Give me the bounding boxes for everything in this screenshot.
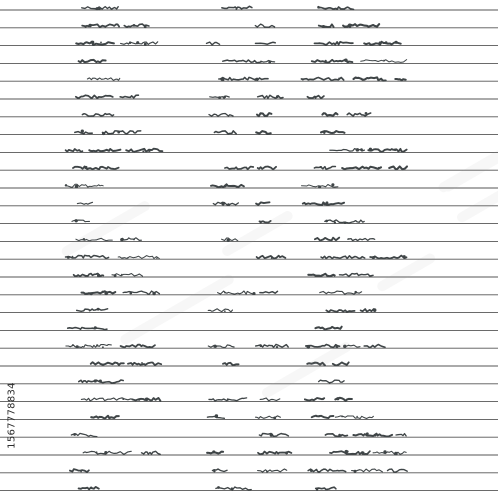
- scribble-dot: [108, 417, 110, 419]
- scribble-dot: [218, 96, 221, 99]
- scribble-stroke: [256, 202, 269, 204]
- scribble-stroke: [255, 24, 274, 27]
- scribble-dot: [345, 450, 349, 454]
- scribble-dot: [129, 42, 131, 44]
- scribble-dot: [276, 95, 279, 98]
- scribble-stroke: [354, 77, 386, 80]
- scribble-stroke: [364, 345, 385, 348]
- scribble-dot: [97, 308, 100, 311]
- scribble-dot: [142, 150, 144, 152]
- scribble-dot: [148, 149, 151, 152]
- scribble-dot: [360, 148, 363, 151]
- scribble-stroke: [319, 380, 345, 383]
- scribble-stroke: [322, 113, 337, 116]
- scribble-stroke: [225, 167, 253, 170]
- scribble-stroke: [259, 434, 288, 437]
- watermark-stroke: [60, 199, 152, 258]
- scribble-dot: [102, 346, 104, 348]
- scribble-dot: [395, 41, 398, 44]
- scribble-stroke: [330, 149, 365, 152]
- scribble-stroke: [66, 149, 83, 152]
- scribble-dot: [145, 398, 149, 402]
- watermark-stroke: [260, 340, 353, 399]
- scribble-dot: [271, 257, 273, 259]
- scribble-stroke: [312, 416, 334, 418]
- scribble-dot: [318, 185, 321, 188]
- scribble-stroke: [256, 42, 276, 44]
- scribble-dot: [302, 79, 304, 81]
- scribble-dot: [353, 434, 355, 436]
- scribble-dot: [327, 489, 328, 490]
- scribble-dot: [323, 202, 326, 205]
- scribble-stroke: [368, 149, 406, 152]
- scribble-stroke: [211, 184, 244, 187]
- scribble-dot: [91, 41, 94, 44]
- scribble-stroke: [216, 487, 251, 490]
- scribble-stroke: [82, 291, 116, 294]
- scribble-stroke: [321, 256, 365, 259]
- scribble-stroke: [223, 363, 239, 366]
- scribble-dot: [120, 238, 124, 242]
- scribble-dot: [252, 292, 255, 295]
- watermark-stroke: [220, 209, 294, 258]
- scribble-dot: [224, 185, 227, 188]
- scribble-dot: [322, 25, 325, 28]
- scribble-dot: [347, 61, 350, 64]
- scribble-stroke: [256, 416, 281, 419]
- scribble-dot: [378, 167, 379, 168]
- scribble-dot: [260, 221, 262, 223]
- scribble-stroke: [335, 416, 373, 419]
- scribble-stroke: [103, 131, 141, 134]
- scribble-stroke: [258, 95, 283, 98]
- scribble-stroke: [142, 451, 161, 454]
- scribble-stroke: [112, 274, 143, 277]
- scribble-dot: [385, 41, 388, 44]
- stock-image-id: 1567778834: [6, 382, 18, 449]
- scribble-dot: [90, 487, 92, 489]
- scribble-dot: [276, 451, 278, 453]
- scribble-stroke: [70, 469, 89, 472]
- scribble-stroke: [260, 291, 278, 293]
- scribble-dot: [373, 309, 376, 312]
- scribble-stroke: [209, 114, 233, 117]
- scribble-stroke: [306, 345, 340, 348]
- scribble-stroke: [258, 167, 276, 170]
- scribble-stroke: [308, 469, 346, 472]
- scribble-stroke: [315, 42, 353, 45]
- scribble-dot: [322, 398, 324, 400]
- scribble-stroke: [128, 363, 161, 366]
- scribble-dot: [81, 130, 84, 133]
- scribble-dot: [76, 345, 79, 348]
- scribble-dot: [307, 345, 311, 349]
- scribble-dot: [133, 238, 135, 240]
- scribble-stroke: [207, 42, 220, 45]
- scribble-dot: [138, 398, 141, 401]
- scribble-dot: [100, 42, 102, 44]
- scribble-dot: [231, 487, 233, 489]
- scribble-dot: [338, 77, 340, 79]
- scribble-stroke: [208, 309, 232, 312]
- scribble-dot: [326, 203, 328, 205]
- scribble-dot: [67, 256, 70, 259]
- scribble-stroke: [77, 202, 92, 204]
- scribble-dot: [98, 8, 100, 10]
- scribble-dot: [96, 451, 98, 453]
- scribble-stroke: [325, 434, 347, 437]
- scribble-stroke: [76, 42, 114, 45]
- scribble-dot: [268, 61, 271, 64]
- scribble-stroke: [260, 398, 280, 401]
- scribble-dot: [94, 379, 97, 382]
- scribble-dot: [215, 414, 218, 417]
- scribble-dot: [223, 96, 226, 99]
- scribble-dot: [361, 451, 364, 454]
- scribble-stroke: [120, 95, 138, 98]
- scribble-stroke: [223, 60, 262, 63]
- scribble-dot: [356, 416, 358, 418]
- scribble-stroke: [65, 184, 103, 187]
- scribble-stroke: [315, 327, 341, 330]
- scribble-dot: [213, 470, 215, 472]
- scribble-stroke: [79, 487, 99, 490]
- scribble-stroke: [218, 291, 255, 294]
- scribble-dot: [127, 257, 129, 259]
- scribble-dot: [144, 25, 147, 28]
- scribble-dot: [316, 415, 318, 417]
- scribble-dot: [372, 256, 375, 259]
- scribble-dot: [213, 346, 215, 348]
- scribble-dot: [348, 238, 350, 240]
- scribble-dot: [369, 148, 372, 151]
- scribble-stroke: [214, 131, 236, 134]
- scribble-dot: [94, 326, 97, 329]
- scribble-dot: [348, 24, 351, 27]
- scribble-stroke: [308, 274, 334, 276]
- scribble-dot: [104, 292, 108, 296]
- scribble-dot: [227, 203, 230, 206]
- scribble-dot: [89, 310, 91, 312]
- scribble-stroke: [68, 328, 107, 330]
- scribble-stroke: [314, 167, 335, 170]
- scribble-stroke: [396, 434, 406, 436]
- scribble-dot: [136, 41, 139, 44]
- scribble-stroke: [315, 238, 339, 241]
- scribble-dot: [383, 450, 386, 453]
- scribble-dot: [314, 97, 316, 99]
- scribble-dot: [341, 416, 343, 418]
- scribble-dot: [334, 221, 336, 223]
- scribble-stroke: [318, 7, 353, 9]
- scribble-stroke: [370, 256, 406, 259]
- scribble-stroke: [389, 167, 407, 170]
- scribble-dot: [90, 292, 93, 295]
- scribble-dot: [276, 346, 278, 348]
- scribble-dot: [102, 132, 105, 135]
- scribble-dot: [156, 257, 157, 258]
- scribble-dot: [354, 291, 357, 294]
- scribble-dot: [224, 310, 226, 312]
- scribble-stroke: [301, 78, 343, 81]
- scribble-dot: [366, 432, 369, 435]
- scribble-stroke: [77, 309, 108, 312]
- scribble-dot: [260, 344, 263, 347]
- scribble-dot: [65, 184, 67, 186]
- scribble-dot: [72, 256, 74, 258]
- scribble-dot: [212, 450, 215, 453]
- scribble-dot: [144, 43, 147, 46]
- scribble-dot: [221, 78, 224, 81]
- scribble-stroke: [79, 60, 106, 63]
- scribble-dot: [354, 470, 357, 473]
- scribble-dot: [72, 344, 74, 346]
- scribble-dot: [99, 380, 102, 383]
- scribble-dot: [323, 132, 325, 134]
- scribble-stroke: [256, 131, 271, 134]
- scribble-stroke: [319, 24, 334, 27]
- scribble-stroke: [208, 345, 234, 348]
- scribble-dot: [331, 183, 334, 186]
- scribble-stroke: [76, 95, 113, 98]
- scribble-dot: [350, 274, 351, 275]
- scribble-dot: [235, 8, 237, 10]
- scribble-dot: [73, 433, 76, 436]
- scribble-dot: [117, 131, 120, 134]
- scribble-dot: [217, 486, 220, 489]
- scribble-dot: [325, 220, 328, 223]
- scribble-stroke: [257, 113, 271, 116]
- scribble-dot: [121, 274, 123, 276]
- scribble-stroke: [342, 167, 381, 170]
- scribble-stroke: [395, 79, 405, 80]
- scribble-dot: [114, 274, 117, 277]
- scribble-dot: [379, 41, 382, 44]
- scribble-dot: [266, 471, 268, 473]
- scribble-dot: [104, 451, 107, 454]
- scribble-dot: [96, 344, 98, 346]
- scribble-dot: [75, 185, 78, 188]
- scribble-dot: [85, 26, 87, 28]
- scribble-stroke: [73, 167, 119, 170]
- scribble-dot: [221, 202, 224, 205]
- scribble-stroke: [91, 362, 124, 365]
- scribble-dot: [88, 24, 91, 27]
- scribble-stroke: [333, 362, 349, 365]
- scribble-dot: [394, 452, 398, 456]
- scribble-dot: [316, 488, 318, 490]
- scribble-dot: [149, 346, 151, 348]
- scribble-dot: [374, 434, 377, 437]
- scribble-dot: [336, 397, 339, 400]
- scribble-dot: [315, 469, 317, 471]
- scribble-dot: [344, 221, 347, 224]
- scribble-dot: [320, 166, 322, 168]
- scribble-dot: [365, 112, 368, 115]
- scribble-dot: [122, 398, 124, 400]
- scribble-stroke: [326, 310, 354, 312]
- scribble-stroke: [305, 398, 324, 400]
- scribble-dot: [152, 292, 155, 295]
- scribble-dot: [96, 7, 99, 10]
- scribble-stroke: [373, 451, 406, 454]
- scribble-dot: [129, 292, 132, 295]
- scribble-dot: [318, 415, 320, 417]
- scribble-dot: [285, 451, 288, 454]
- scribble-dot: [227, 398, 229, 400]
- scribble-dot: [133, 24, 136, 27]
- scribble-dot: [84, 166, 87, 169]
- faint-watermark-strokes: [60, 118, 498, 400]
- scribble-dot: [97, 274, 100, 277]
- scribble-dot: [102, 291, 104, 293]
- scribble-dot: [141, 362, 143, 364]
- scribble-stroke: [121, 238, 142, 241]
- scribble-stroke: [82, 24, 119, 27]
- scribble-dot: [310, 469, 313, 472]
- scribble-dot: [97, 79, 99, 81]
- scribble-dot: [325, 60, 327, 62]
- scribble-stroke: [258, 469, 287, 472]
- scribble-dot: [122, 257, 124, 259]
- scribble-dot: [403, 255, 406, 258]
- scribble-stroke: [316, 487, 336, 489]
- scribble-stroke: [87, 78, 119, 81]
- scribble-stroke: [353, 434, 392, 437]
- scribble-stroke: [213, 202, 238, 205]
- scribble-stroke: [388, 469, 408, 472]
- scribble-dot: [383, 60, 385, 62]
- scribble-stroke: [82, 114, 113, 117]
- scribble-dot: [256, 78, 258, 80]
- scribble-dot: [224, 292, 226, 294]
- scribble-dot: [395, 148, 397, 150]
- scribble-stroke: [340, 273, 374, 276]
- scribble-stroke: [118, 256, 159, 259]
- scribble-stroke: [91, 416, 119, 419]
- scribble-dot: [317, 6, 320, 9]
- scribble-dot: [273, 416, 276, 419]
- scribble-dot: [270, 433, 274, 437]
- scribble-dot: [338, 434, 341, 437]
- scribble-dot: [227, 239, 230, 242]
- scribble-dot: [356, 148, 360, 152]
- scribble-stroke: [89, 149, 120, 151]
- scribble-stroke: [348, 239, 375, 241]
- scribble-dot: [80, 471, 82, 473]
- scribble-dot: [75, 219, 78, 222]
- scribble-stroke: [261, 61, 275, 63]
